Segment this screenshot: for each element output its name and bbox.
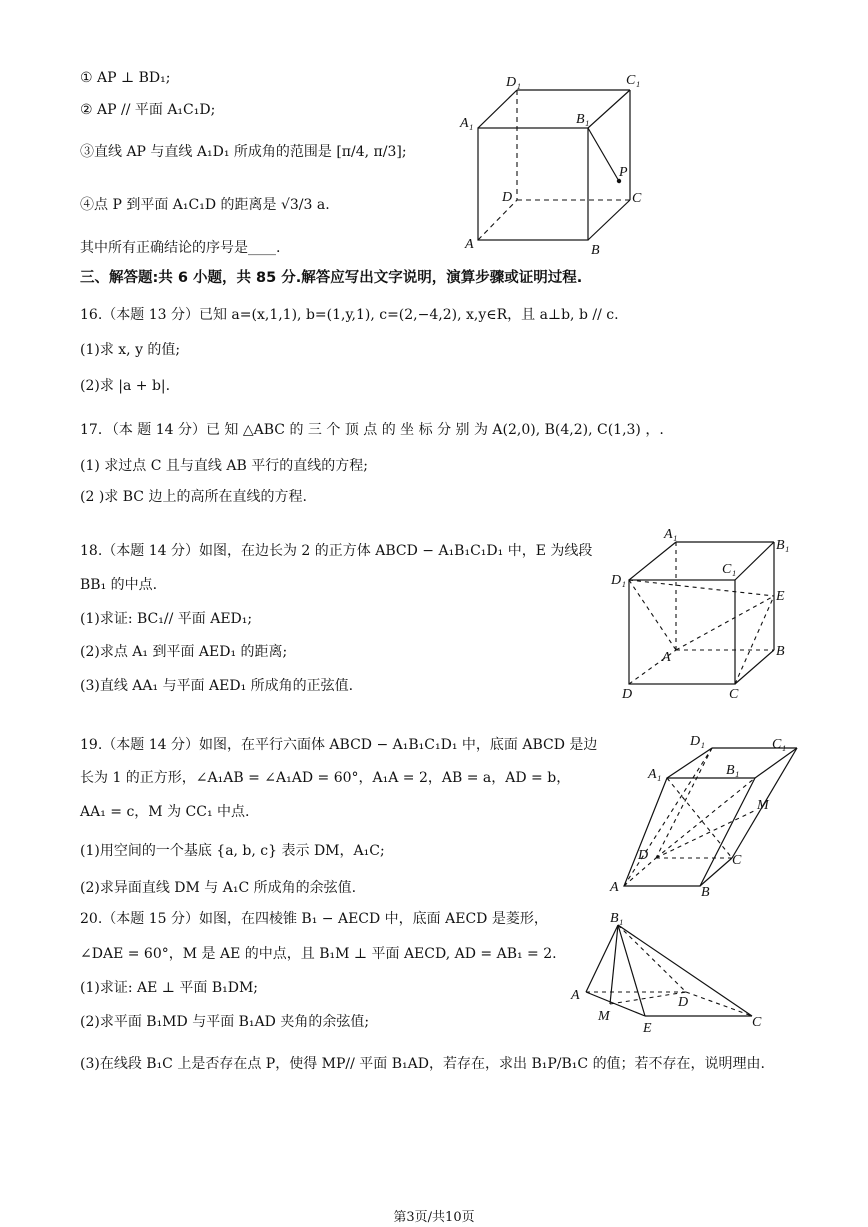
- q15-option-4: ④点 P 到平面 A₁C₁D 的距离是 √3/3 a.: [80, 197, 330, 213]
- fig2-label-a: A: [662, 650, 671, 665]
- fig3-label-c: C: [732, 853, 742, 868]
- q16-stem: 16.（本题 13 分）已知 a=(x,1,1), b=(1,y,1), c=(2,−4,2), x,y∈R，且 a⊥b, b // c.: [80, 307, 619, 323]
- q19-part-1: (1)用空间的一个基底 {a, b, c} 表示 DM，A₁C;: [80, 843, 385, 859]
- q15-question: 其中所有正确结论的序号是____.: [80, 240, 281, 256]
- fig2-label-c1: C₁: [722, 562, 737, 577]
- q19-part-2: (2)求异面直线 DM 与 A₁C 所成角的余弦值.: [80, 880, 357, 896]
- fig4-label-b1: B₁: [610, 911, 624, 926]
- q15-distance-value: √3/3 a: [280, 197, 326, 213]
- fig4-label-d: D: [678, 995, 689, 1010]
- fig2-label-e: E: [776, 589, 785, 604]
- fig2-label-a1: A₁: [664, 527, 678, 542]
- q15-option-3: ③直线 AP 与直线 A₁D₁ 所成角的范围是 [π/4, π/3];: [80, 144, 407, 160]
- fig3-label-c1: C₁: [772, 737, 787, 752]
- fig1-label-c: C: [632, 191, 642, 206]
- q15-option-1: ① AP ⊥ BD₁;: [80, 70, 171, 86]
- q20-part-1: (1)求证: AE ⊥ 平面 B₁DM;: [80, 980, 259, 996]
- fig3-label-b1: B₁: [726, 763, 740, 778]
- fig2-label-b: B: [776, 644, 785, 659]
- fig4-label-a: A: [571, 988, 580, 1003]
- fig3-label-m: M: [757, 798, 769, 813]
- q19-stem-line-3: AA₁ = c，M 为 CC₁ 中点.: [80, 804, 250, 820]
- fig1-label-a1: A₁: [460, 116, 474, 131]
- fig3-label-b: B: [701, 885, 710, 900]
- q16-part-1: (1)求 x, y 的值;: [80, 342, 181, 358]
- q18-part-1: (1)求证: BC₁// 平面 AED₁;: [80, 611, 253, 627]
- q17-stem: 17．（本 题 14 分）已 知 △ABC 的 三 个 顶 点 的 坐 标 分 别 为 A(2,0), B(4,2), C(1,3) ，.: [80, 422, 664, 438]
- q20-stem-line-1: 20.（本题 15 分）如图，在四棱锥 B₁ − AECD 中，底面 AECD 是菱形，: [80, 911, 548, 927]
- fig4-label-m: M: [598, 1009, 610, 1024]
- fig2-label-b1: B₁: [776, 538, 790, 553]
- fig2-label-d1: D₁: [611, 573, 626, 588]
- fig2-label-d: D: [622, 687, 633, 702]
- q20-part-3: (3)在线段 B₁C 上是否存在点 P，使得 MP// 平面 B₁AD，若存在，求出 B₁P/B₁C 的值；若不存在，说明理由.: [80, 1056, 766, 1072]
- fig4-label-e: E: [643, 1021, 652, 1036]
- q15-option-2: ② AP // 平面 A₁C₁D;: [80, 102, 216, 118]
- fig1-label-d: D: [502, 190, 513, 205]
- q18-part-3: (3)直线 AA₁ 与平面 AED₁ 所成角的正弦值.: [80, 678, 354, 694]
- fig3-label-d1: D₁: [690, 734, 705, 749]
- q18-stem-line-1: 18.（本题 14 分）如图，在边长为 2 的正方体 ABCD − A₁B₁C₁D₁ 中，E 为线段: [80, 543, 593, 559]
- q18-stem-line-2: BB₁ 的中点.: [80, 577, 158, 593]
- fig1-label-d1: D₁: [506, 75, 521, 90]
- q19-stem-line-2: 长为 1 的正方形，∠A₁AB = ∠A₁AD = 60°，A₁A = 2，AB = a，AD = b，: [80, 770, 571, 786]
- fig1-label-c1: C₁: [626, 73, 641, 88]
- q19-stem-line-1: 19.（本题 14 分）如图，在平行六面体 ABCD − A₁B₁C₁D₁ 中，底面 ABCD 是边: [80, 737, 598, 753]
- q20-stem-line-2: ∠DAE = 60°，M 是 AE 的中点，且 B₁M ⊥ 平面 AECD, AD = AB₁ = 2.: [80, 946, 557, 962]
- fig3-label-a1: A₁: [648, 767, 662, 782]
- q15-interval: [π/4, π/3]: [336, 144, 402, 160]
- fig1-label-b1: B₁: [576, 112, 590, 127]
- fig4-label-c: C: [752, 1015, 762, 1030]
- q20-ratio: B₁P/B₁C: [531, 1056, 589, 1072]
- section-3-heading: 三、解答题:共 6 小题，共 85 分.解答应写出文字说明，演算步骤或证明过程.: [80, 270, 583, 286]
- fig3-label-d: D: [638, 848, 649, 863]
- fig2-label-c: C: [729, 687, 739, 702]
- q18-part-2: (2)求点 A₁ 到平面 AED₁ 的距离;: [80, 644, 288, 660]
- fig3-label-a: A: [610, 880, 619, 895]
- q16-part-2: (2)求 |a + b|.: [80, 378, 171, 394]
- fig1-label-p: P: [619, 165, 628, 180]
- fig1-label-a: A: [465, 237, 474, 252]
- q17-part-2: (2 )求 BC 边上的高所在直线的方程.: [80, 489, 307, 505]
- page-number: 第3页/共10页: [393, 1210, 475, 1225]
- q17-part-1: (1) 求过点 C 且与直线 AB 平行的直线的方程;: [80, 458, 368, 474]
- q20-part-2: (2)求平面 B₁MD 与平面 B₁AD 夹角的余弦值;: [80, 1014, 370, 1030]
- fig1-label-b: B: [591, 243, 600, 258]
